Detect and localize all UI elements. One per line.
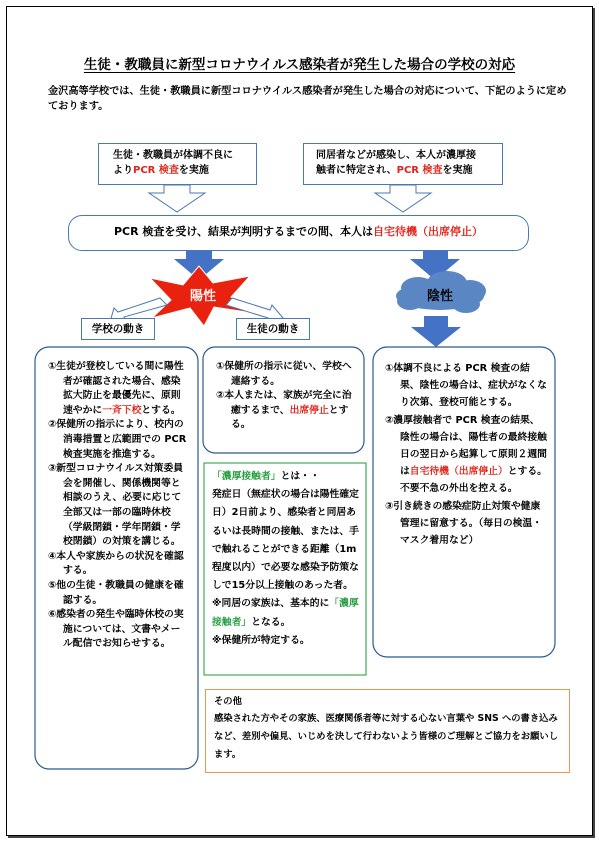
close-contact-body: 発症日（無症状の場合は陽性確定日）2日前より、感染者と同居あるいは長時間の接触、または、手で触れることができる距離（1m 程度以内）で必要な感染予防策なしで15分以上接触のあった者。 bbox=[212, 489, 359, 592]
negative-item-2: ②濃厚接触者で PCR 検査の結果、陰性の場合は、陽性者の最終接触日の翌日から起算して原則２週間は自宅待機（出席停止）とする。 bbox=[385, 414, 547, 478]
trigger-line1: 同居者などが感染し、本人が濃厚接 bbox=[316, 150, 476, 161]
trigger-box-illness: 生徒・教職員が体調不良に よりPCR 検査を実施 bbox=[98, 143, 257, 185]
close-contact-text bbox=[212, 468, 362, 650]
student-item-1: ①保健所の指示に従い、学校へ連絡する。 bbox=[216, 361, 352, 387]
arrow-down-left bbox=[149, 185, 205, 212]
positive-label: 陽性 bbox=[189, 289, 216, 304]
arrow-down-right bbox=[375, 185, 431, 212]
school-list bbox=[48, 360, 188, 652]
school-item-6: ⑥感染者の発生や臨時休校の実施については、文書やメール配信でお知らせする。 bbox=[48, 609, 184, 650]
negative-item-2b: 不要不急の外出を控える。 bbox=[400, 483, 518, 495]
negative-item-1: ①体調不良による PCR 検査の結果、陰性の場合は、症状がなくなり次第、登校可能とする。 bbox=[385, 363, 547, 409]
student-tab: 生徒の動き bbox=[236, 318, 310, 340]
student-item-2: ②本人または、家族が完全に治癒するまで、出席停止とする。 bbox=[216, 390, 352, 431]
school-item-2: ②保健所の指示により、校内の消毒措置と広範囲での PCR 検査実施を推進する。 bbox=[48, 419, 187, 460]
page-title: 生徒・教職員に新型コロナウイルス感染者が発生した場合の学校の対応 bbox=[83, 57, 516, 73]
close-contact-note1: ※同居の家族は、基本的に「濃厚接触者」となる。 bbox=[212, 598, 359, 628]
other-body: 感染された方やその家族、医療関係者等に対する心ない言葉や SNS への書き込みなど、差別や偏見、いじめを決して行わないよう皆様のご理解とご協力をお願いします。 bbox=[214, 713, 558, 760]
close-contact-head: 「濃厚接触者」とは・・ bbox=[212, 471, 320, 482]
negative-label: 陰性 bbox=[426, 289, 453, 304]
pcr-red-text: PCR 検査 bbox=[133, 165, 179, 176]
school-tab: 学校の動き bbox=[81, 318, 155, 340]
school-item-3: ③新型コロナウイルス対策委員会を開催し、関係機関等と相談のうえ、必要に応じて全部又は一部の臨時休校（学級閉鎖・学年閉鎖・学校閉鎖）の対策を講じる。 bbox=[48, 463, 184, 548]
school-item-1: ①生徒が登校している間に陽性者が確認された場合、感染拡大防止を最優先に、原則速やかに一斉下校とする。 bbox=[48, 361, 184, 416]
school-item-4: ④本人や家族からの状況を確認する。 bbox=[48, 550, 184, 577]
pcr-wait-box: PCR 検査を受け、結果が判明するまでの間、本人は自宅待機（出席停止） bbox=[68, 215, 529, 251]
trigger-line1: 生徒・教職員が体調不良に bbox=[113, 150, 233, 161]
close-contact-note2: ※保健所が特定する。 bbox=[212, 634, 310, 646]
trigger-box-contact: 同居者などが感染し、本人が濃厚接 触者に特定され、PCR 検査を実施 bbox=[303, 143, 503, 185]
pcr-red-text: PCR 検査 bbox=[396, 165, 443, 176]
school-item-5: ⑤他の生徒・教職員の健康を確認する。 bbox=[48, 579, 184, 606]
arrow-below-negative bbox=[411, 316, 461, 347]
negative-list bbox=[385, 360, 548, 549]
student-list bbox=[216, 360, 358, 433]
home-wait-red: 自宅待機（出席停止） bbox=[373, 225, 483, 238]
other-notes-box bbox=[205, 689, 570, 773]
intro-text: 金沢高等学校では、生徒・教職員に新型コロナウイルス感染者が発生した場合の対応について、下記のように定めております。 bbox=[48, 86, 567, 112]
negative-item-3: ③引き続きの感染症防止対策や健康管理に留意する。（毎日の検温・マスク着用など） bbox=[385, 500, 543, 547]
other-head: その他 bbox=[214, 696, 242, 707]
